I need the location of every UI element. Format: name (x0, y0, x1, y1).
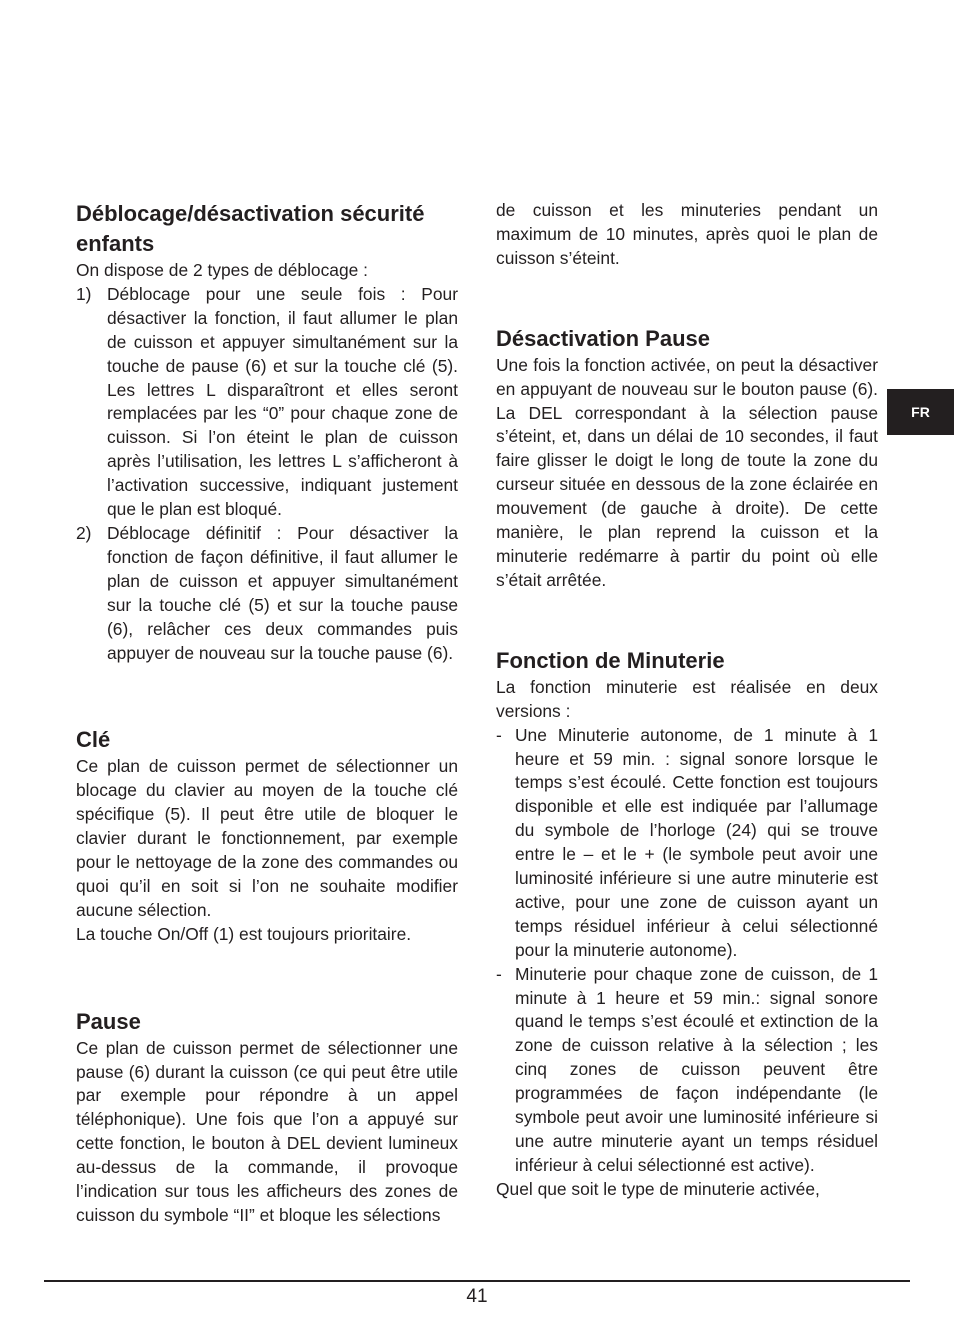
list-item-text: Une Minuterie autonome, de 1 minute à 1 heure et 59 min. : signal sonore lorsque le temps s’est écoulé. Cette fonction est toujours disponible et elle est indiquée par l’allumage du symbole de l’horloge (24) qui se trouve entre le – et le + (le symbole peut avoir une luminosité inférieure si une autre minuterie est active, pour une zone de cuisson ayant un temps résiduel inférieur à celui sélectionné pour la minuterie autonome). (515, 724, 878, 960)
language-tab: FR (887, 389, 954, 435)
paragraph: Quel que soit le type de minuterie activée, (496, 1178, 820, 1199)
section-child-lock-release (76, 199, 458, 665)
paragraph-continuation: de cuisson et les minuteries pendant un maximum de 10 minutes, après quoi le plan de cuisson s’éteint. (496, 200, 878, 268)
section-pause (76, 1007, 458, 1228)
list-item (76, 283, 458, 522)
list-item-text: Minuterie pour chaque zone de cuisson, de 1 minute à 1 heure et 59 min.: signal sonore quand le temps s’est écoulé et extinction de la zone de cuisson relative à la sélection ; les cinq zones de cuisson peuvent être programmées de façon indépendante (le symbole peut avoir une luminosité inférieure si une autre minuterie ayant un temps résiduel inférieur à celui sélectionné est active). (515, 963, 878, 1175)
list-marker: 2) (76, 522, 92, 543)
section-title: Clé (76, 727, 111, 753)
list-marker: 1) (76, 283, 92, 304)
section-pause-deactivation (496, 324, 878, 593)
list-item (496, 724, 878, 963)
right-column (496, 199, 878, 1202)
section-timer (496, 646, 878, 1202)
list-item-text: Déblocage pour une seule fois : Pour désactiver la fonction, il faut allumer le plan de cuisson et appuyer simultanément sur la touche de pause (6) et sur la touche clé (5). Les lettres L disparaîtront et elles seront remplacées par les “0” pour chaque zone de cuisson. Si l’on éteint le plan de cuisson après l’utilisation, les lettres L s’afficheront à l’activation successive, indiquant justement que le plan est bloqué. (107, 283, 458, 520)
list-item-text: Déblocage définitif : Pour désactiver la fonction de façon définitive, il faut allumer le plan de cuisson et appuyer simultanément sur la touche clé (5) et sur la touche pause (6), relâcher ces deux commandes puis appuyer de nouveau sur la touche pause (6). (107, 522, 458, 663)
section-title: Fonction de Minuterie (496, 647, 725, 673)
paragraph: On dispose de 2 types de déblocage : (76, 260, 368, 280)
list-item (76, 522, 458, 665)
footer-rule (44, 1280, 910, 1282)
section-title: Pause (76, 1008, 141, 1034)
list-item (496, 963, 878, 1178)
paragraph: Ce plan de cuisson permet de sélectionner un blocage du clavier au moyen de la touche clé spécifique (5). Il peut être utile de bloquer le clavier durant le fonctionnement, par exemple pour le nettoyage de la zone des commandes ou quoi qu’il en soit si l’on ne souhaite modifier aucune sélection. (76, 756, 458, 920)
paragraph: La touche On/Off (1) est toujours prioritaire. (76, 923, 412, 944)
page-number: 41 (466, 1286, 488, 1307)
section-key (76, 725, 458, 946)
paragraph: La fonction minuterie est réalisée en deux versions : (496, 676, 878, 721)
section-title: Désactivation Pause (496, 325, 710, 351)
list-marker: - (496, 963, 502, 984)
left-column (76, 199, 458, 1228)
numbered-list (76, 283, 458, 666)
list-marker: - (496, 724, 502, 745)
dash-list (496, 724, 878, 1178)
paragraph: Ce plan de cuisson permet de sélectionner une pause (6) durant la cuisson (ce qui peut être utile par exemple pour répondre à un appel téléphonique). Une fois que l’on a appuyé sur cette fonction, le bouton à DEL devient lumineux au-dessus de la commande, il provoque l’indication sur tous les afficheurs des zones de cuisson du symbole “II” et bloque les sélections (76, 1037, 458, 1225)
paragraph: Une fois la fonction activée, on peut la désactiver en appuyant de nouveau sur le bouton pause (6). La DEL correspondant à la sélection pause s’éteint, et, dans un délai de 10 secondes, il faut faire glisser le doigt le long de toute la zone du curseur située en dessous de la zone éclairée en mouvement (de gauche à droite). De cette manière, le plan reprend la cuisson et la minuterie redémarre à partir du point où elle s’était arrêtée. (496, 354, 878, 590)
section-title: Déblocage/désactivation sécurité enfants (76, 201, 425, 256)
